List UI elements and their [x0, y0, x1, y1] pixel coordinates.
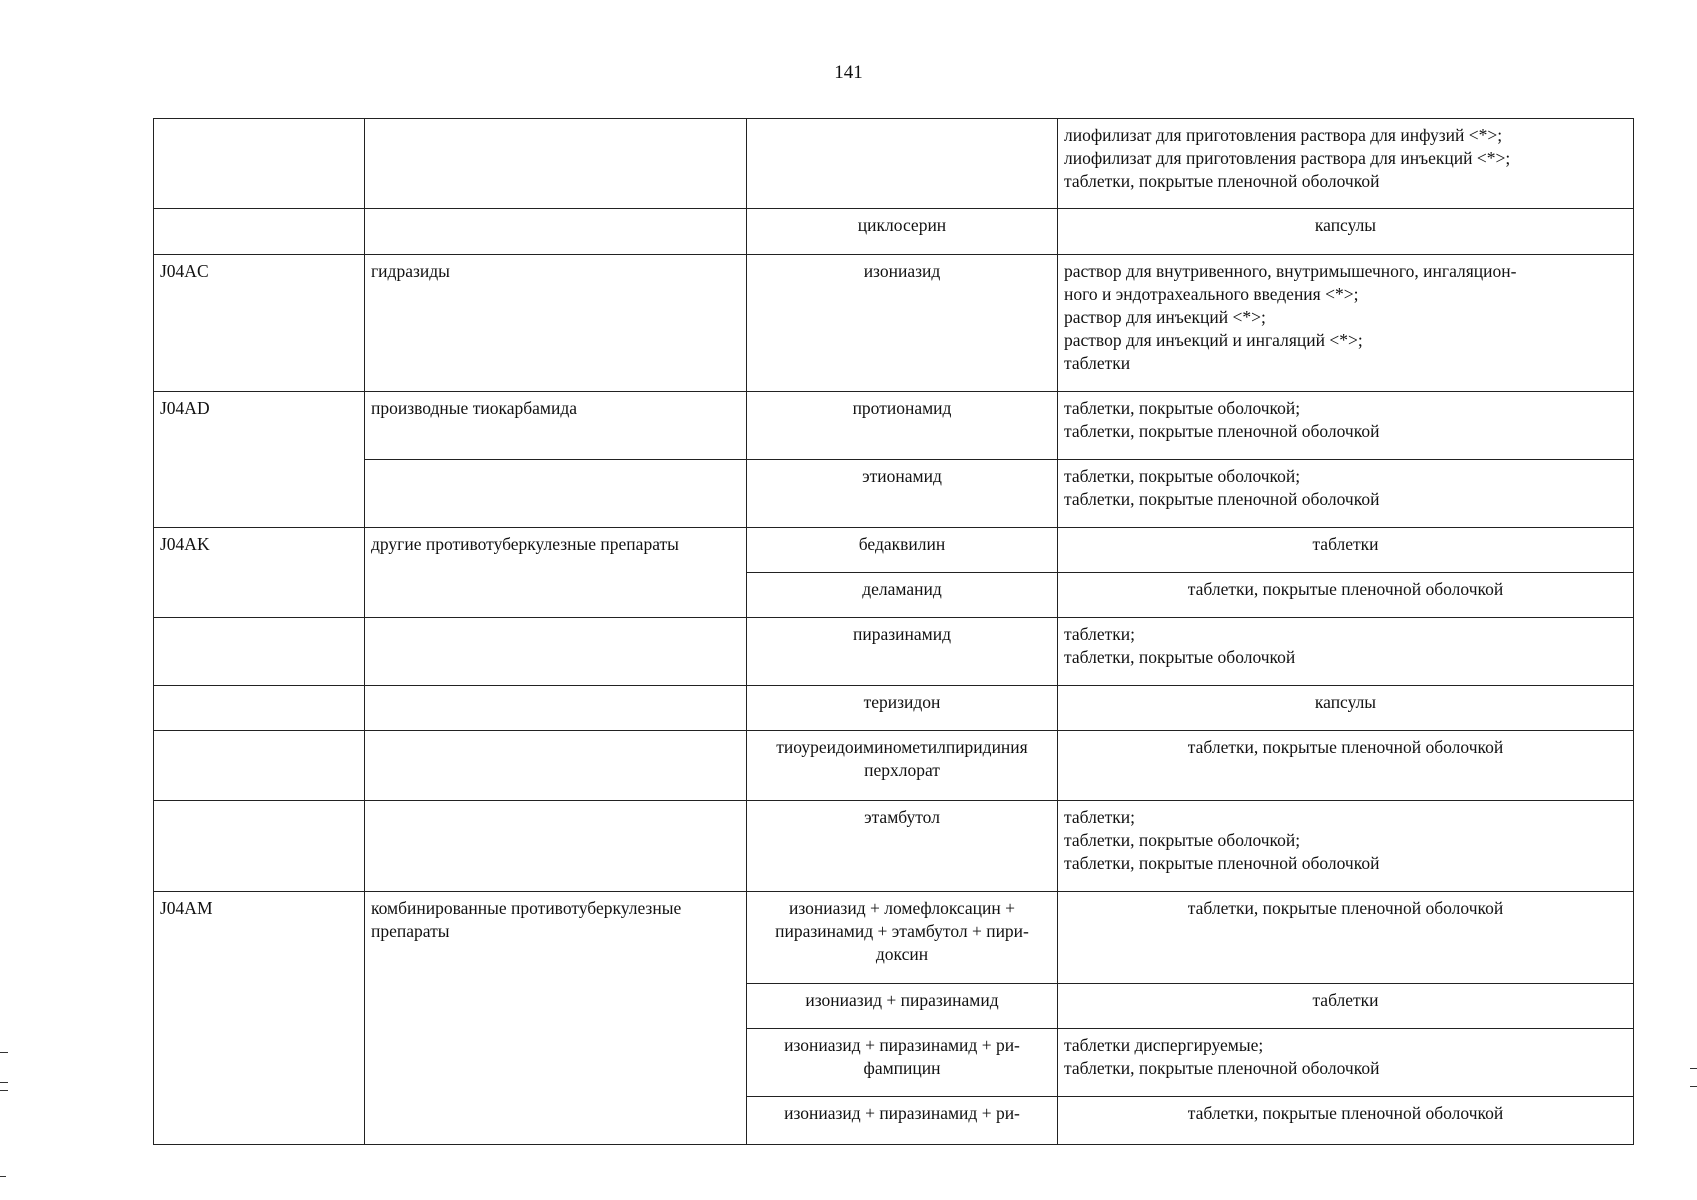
- dosage-form-cell: [1058, 801, 1634, 892]
- atc-code-cell: J04AK: [154, 528, 365, 618]
- scan-margin-mark: [1690, 1086, 1697, 1087]
- dosage-form-line: таблетки;: [1064, 807, 1135, 827]
- page-number: 141: [834, 62, 863, 83]
- dosage-form-cell: [1058, 573, 1634, 618]
- drug-name-cell: этионамид: [747, 460, 1058, 528]
- atc-code-cell: J04AC: [154, 255, 365, 392]
- drug-name-cell: изониазид: [747, 255, 1058, 392]
- drug-name-cell: изониазид + пиразинамид + ри-фампицин: [747, 1029, 1058, 1097]
- group-cell: [365, 686, 747, 731]
- drug-name-cell: пиразинамид: [747, 618, 1058, 686]
- dosage-form-line: таблетки, покрытые пленочной оболочкой: [1064, 1058, 1380, 1078]
- dosage-form-cell: [1058, 892, 1634, 984]
- drug-name-cell: бедаквилин: [747, 528, 1058, 573]
- drug-name-cell: тиоуреидоиминометилпиридиния перхлорат: [747, 731, 1058, 801]
- table-row: [154, 392, 1634, 460]
- dosage-form-line: таблетки, покрытые пленочной оболочкой: [1064, 853, 1380, 873]
- atc-code-cell: [154, 731, 365, 801]
- table-row: [154, 731, 1634, 801]
- atc-code-cell: J04AD: [154, 392, 365, 528]
- dosage-form-line: капсулы: [1314, 692, 1377, 712]
- table-row: [154, 892, 1634, 984]
- table-row: [154, 528, 1634, 573]
- dosage-form-cell: [1058, 255, 1634, 392]
- dosage-form-line: раствор для инъекций <*>;: [1064, 307, 1266, 327]
- group-cell: гидразиды: [365, 255, 747, 392]
- group-cell: [365, 618, 747, 686]
- atc-code-cell: J04AM: [154, 892, 365, 1145]
- dosage-form-line: таблетки, покрытые пленочной оболочкой: [1187, 737, 1504, 757]
- dosage-form-cell: [1058, 460, 1634, 528]
- drug-name-cell: деламанид: [747, 573, 1058, 618]
- dosage-form-cell: [1058, 528, 1634, 573]
- group-cell: [365, 119, 747, 209]
- dosage-form-line: таблетки, покрытые пленочной оболочкой: [1064, 489, 1380, 509]
- dosage-form-line: таблетки, покрытые пленочной оболочкой: [1064, 421, 1380, 441]
- dosage-form-cell: [1058, 984, 1634, 1029]
- group-cell: [365, 731, 747, 801]
- medication-table: [153, 118, 1634, 1145]
- scan-margin-mark: [0, 1090, 8, 1091]
- dosage-form-line: таблетки: [1312, 990, 1379, 1010]
- drug-name-cell: протионамид: [747, 392, 1058, 460]
- scan-margin-mark: [1690, 1068, 1697, 1069]
- drug-name-cell: этамбутол: [747, 801, 1058, 892]
- dosage-form-line: таблетки: [1064, 353, 1131, 373]
- dosage-form-line: таблетки, покрытые оболочкой;: [1064, 466, 1301, 486]
- dosage-form-line: лиофилизат для приготовления раствора для инъекций <*>;: [1064, 148, 1511, 168]
- table-row: [154, 618, 1634, 686]
- drug-name-cell: изониазид + пиразинамид: [747, 984, 1058, 1029]
- dosage-form-line: таблетки;: [1064, 624, 1135, 644]
- dosage-form-line: таблетки, покрытые пленочной оболочкой: [1187, 579, 1504, 599]
- atc-code-cell: [154, 119, 365, 209]
- atc-code-cell: [154, 209, 365, 255]
- dosage-form-cell: [1058, 1097, 1634, 1145]
- dosage-form-cell: [1058, 1029, 1634, 1097]
- dosage-form-line: таблетки, покрытые пленочной оболочкой: [1187, 1103, 1504, 1123]
- dosage-form-line: таблетки, покрытые оболочкой: [1064, 647, 1296, 667]
- dosage-form-cell: [1058, 119, 1634, 209]
- drug-name-cell: циклосерин: [747, 209, 1058, 255]
- table-row: [154, 801, 1634, 892]
- group-cell: производные тиокарбамида: [365, 392, 747, 460]
- scan-margin-mark: [0, 1082, 8, 1083]
- dosage-form-line: капсулы: [1314, 215, 1377, 235]
- drug-name-cell: теризидон: [747, 686, 1058, 731]
- atc-code-cell: [154, 801, 365, 892]
- dosage-form-line: таблетки, покрытые оболочкой;: [1064, 398, 1301, 418]
- group-cell: [365, 460, 747, 528]
- dosage-form-line: раствор для инъекций и ингаляций <*>;: [1064, 330, 1363, 350]
- dosage-form-line: таблетки: [1312, 534, 1379, 554]
- scan-margin-mark: [0, 1176, 6, 1177]
- dosage-form-line: таблетки, покрытые оболочкой;: [1064, 830, 1301, 850]
- dosage-form-cell: [1058, 209, 1634, 255]
- drug-name-cell: изониазид + пиразинамид + ри-: [747, 1097, 1058, 1145]
- group-cell: другие противотуберкулезные препараты: [365, 528, 747, 618]
- group-cell: [365, 209, 747, 255]
- group-cell: комбинированные противотуберкулезные препараты: [365, 892, 747, 1145]
- dosage-form-line: лиофилизат для приготовления раствора для инфузий <*>;: [1064, 125, 1503, 145]
- table-row: [154, 255, 1634, 392]
- dosage-form-line: таблетки диспергируемые;: [1064, 1035, 1264, 1055]
- scan-margin-mark: [0, 1052, 8, 1053]
- dosage-form-cell: [1058, 618, 1634, 686]
- group-cell: [365, 801, 747, 892]
- table-row: [154, 686, 1634, 731]
- dosage-form-cell: [1058, 392, 1634, 460]
- dosage-form-cell: [1058, 731, 1634, 801]
- atc-code-cell: [154, 618, 365, 686]
- table-row: [154, 209, 1634, 255]
- atc-code-cell: [154, 686, 365, 731]
- drug-name-cell: изониазид + ломефлоксацин + пиразинамид + этамбутол + пири-доксин: [747, 892, 1058, 984]
- dosage-form-cell: [1058, 686, 1634, 731]
- dosage-form-line: ного и эндотрахеального введения <*>;: [1064, 284, 1359, 304]
- dosage-form-line: раствор для внутривенного, внутримышечного, ингаляцион-: [1064, 261, 1517, 281]
- dosage-form-line: таблетки, покрытые пленочной оболочкой: [1187, 898, 1504, 918]
- table-row: [154, 119, 1634, 209]
- drug-name-cell: [747, 119, 1058, 209]
- table-row: [154, 460, 1634, 528]
- dosage-form-line: таблетки, покрытые пленочной оболочкой: [1064, 171, 1380, 191]
